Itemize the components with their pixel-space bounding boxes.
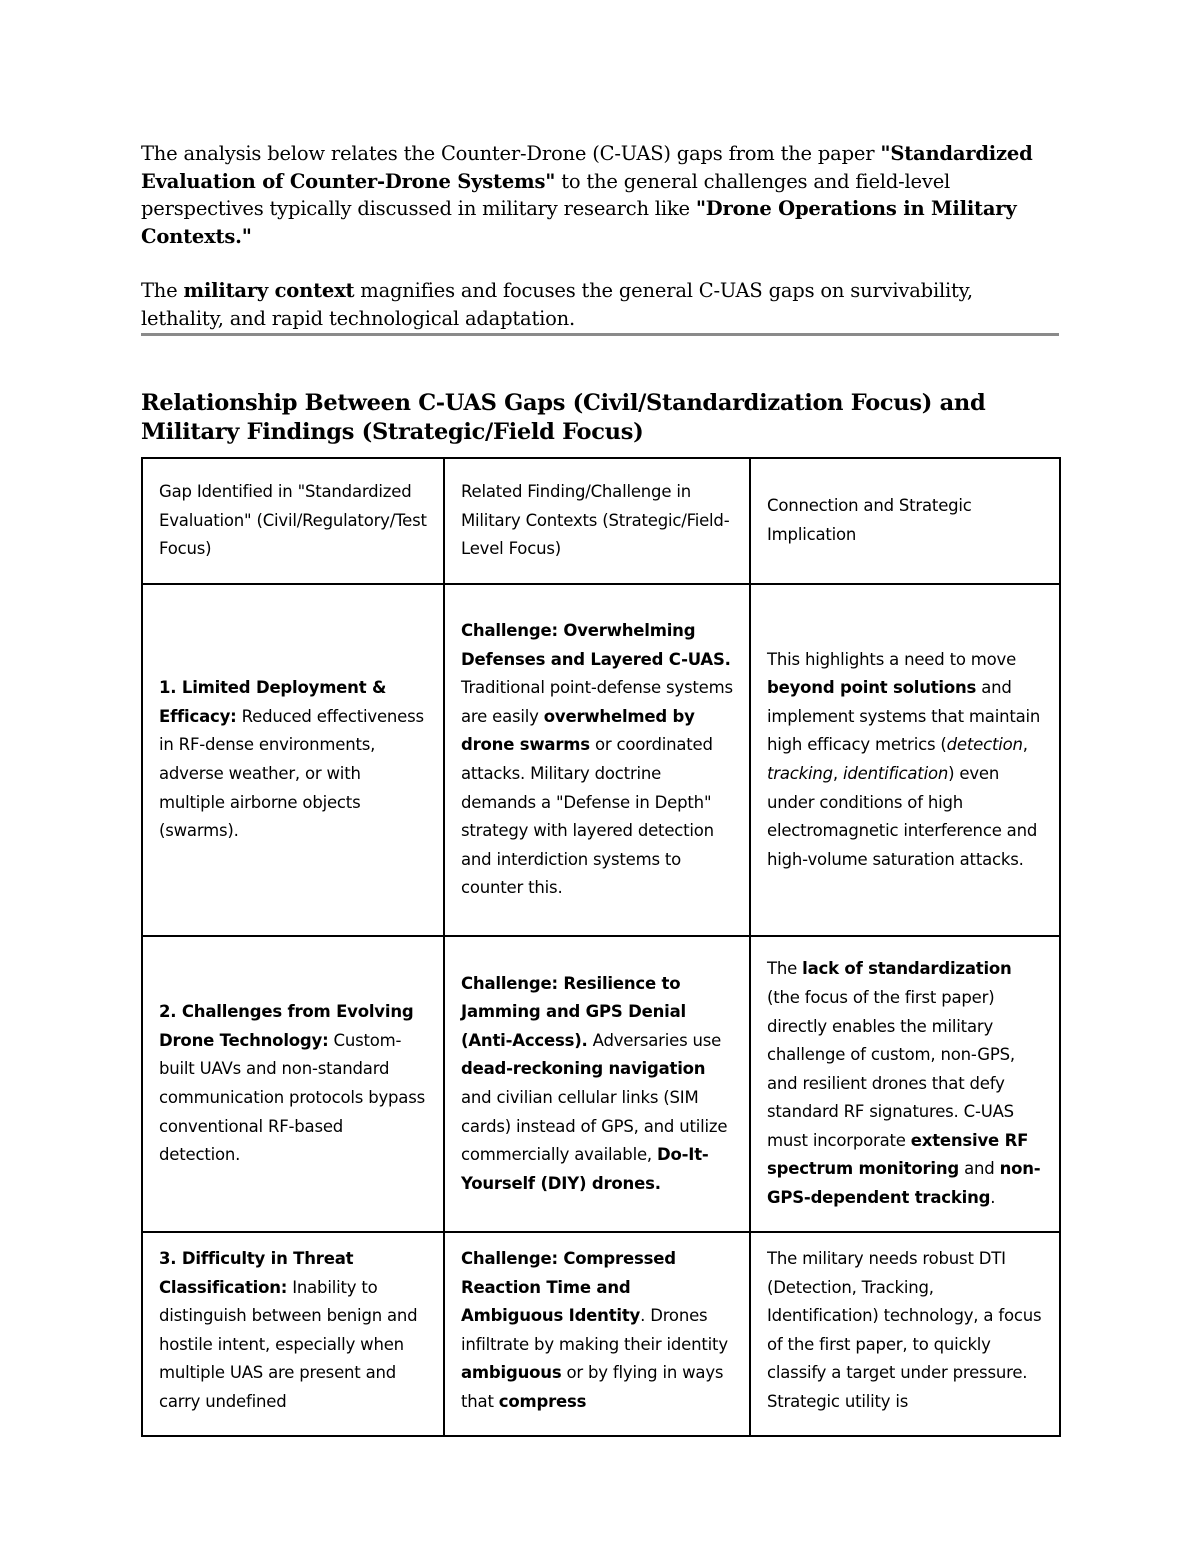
paper-title-standardized: "Standardized Evaluation of Counter-Drone Systems" [141, 142, 1033, 193]
gap-cell [142, 936, 444, 1232]
table-row [142, 936, 1060, 1232]
document-page [141, 140, 1059, 1437]
horizontal-rule [141, 333, 1059, 336]
gap-title: 1. Limited Deployment & Efficacy: [159, 678, 387, 726]
connection-text: and implement systems that maintain high efficacy metrics ( [767, 678, 1041, 755]
connection-cell [750, 584, 1060, 936]
finding-title: Challenge: Compressed Reaction Time and Ambiguous Identity [461, 1249, 676, 1326]
table-row [142, 584, 1060, 936]
finding-emphasis: compress [498, 1391, 587, 1411]
connection-cell [750, 1232, 1060, 1436]
finding-text: Adversaries use [587, 1030, 722, 1050]
finding-text: or coordinated attacks. Military doctrine demands a "Defense in Depth" strategy with layered detection and interdiction systems to counter this. [461, 735, 714, 898]
intro-text: The [141, 279, 184, 302]
paper-title-military: "Drone Operations in Military Contexts." [141, 197, 1017, 248]
connection-text: and [959, 1159, 1000, 1179]
connection-emphasis: extensive RF spectrum monitoring [767, 1130, 1029, 1179]
gap-cell [142, 1232, 444, 1436]
connection-emphasis: beyond point solutions [767, 678, 977, 698]
intro-paragraph-1 [141, 140, 1059, 250]
gap-title: 2. Challenges from Evolving Drone Technology: [159, 1002, 414, 1050]
connection-text: ) even under conditions of high electromagnetic interference and high-volume saturation attacks. [767, 764, 1038, 869]
section-heading: Relationship Between C-UAS Gaps (Civil/Standardization Focus) and Military Findings (Strategic/Field Focus) [141, 390, 986, 445]
connection-emphasis: lack of standardization [802, 959, 1012, 979]
table-row [142, 1232, 1060, 1436]
finding-emphasis: Do-It-Yourself (DIY) drones. [461, 1145, 709, 1193]
comparison-table [141, 457, 1061, 1437]
connection-text: . [990, 1188, 996, 1208]
finding-text: or by flying in ways that [461, 1363, 724, 1411]
header-connection: Connection and Strategic Implication [750, 458, 1060, 584]
connection-text: The military needs robust DTI (Detection, Tracking, Identification) technology, a focus of the first paper, to quickly classify a target under pressure. Strategic utility is [767, 1249, 1042, 1411]
finding-text: Traditional point-defense systems are easily [461, 678, 733, 726]
intro-text: to the general challenges and field-level perspectives typically discussed in military research like [141, 169, 951, 220]
connection-text: This highlights a need to move [767, 649, 1017, 669]
finding-cell [444, 1232, 750, 1436]
finding-text: and civilian cellular links (SIM cards) instead of GPS, and utilize commercially available, [461, 1088, 728, 1165]
table-header-row [142, 458, 1060, 584]
connection-cell [750, 936, 1060, 1232]
cell-content [159, 1245, 429, 1425]
gap-title: 3. Difficulty in Threat Classification: [159, 1249, 354, 1297]
gap-text: Inability to distinguish between benign and hostile intent, especially when multiple UAS are present and carry undefined [159, 1277, 418, 1411]
connection-text: (the focus of the first paper) directly enables the military challenge of custom, non-GPS, and resilient drones that defy standard RF signatures. C-UAS must incorporate [767, 987, 1015, 1150]
gap-cell [142, 584, 444, 936]
finding-title: Challenge: Overwhelming Defenses and Layered C-UAS. [461, 621, 731, 669]
cell-content [461, 1245, 735, 1425]
finding-cell [444, 584, 750, 936]
connection-italic: tracking [767, 764, 833, 783]
finding-title: Challenge: Resilience to Jamming and GPS Denial (Anti-Access). [461, 973, 686, 1050]
connection-text: , [832, 764, 844, 783]
intro-text: The analysis below relates the Counter-Drone (C-UAS) gaps from the paper [141, 142, 881, 165]
connection-text: , [1022, 735, 1028, 755]
intro-text: magnifies and focuses the general C-UAS gaps on survivability, lethality, and rapid technological adaptation. [141, 279, 973, 330]
connection-emphasis: non-GPS-dependent tracking [767, 1159, 1041, 1208]
connection-text: The [767, 959, 803, 979]
intro-paragraph-2 [141, 277, 1059, 332]
finding-cell [444, 936, 750, 1232]
connection-italic: detection [946, 735, 1023, 755]
military-context-emphasis: military context [183, 279, 355, 302]
cell-content [767, 1245, 1045, 1425]
gap-text: Custom-built UAVs and non-standard communication protocols bypass conventional RF-based detection. [159, 1030, 426, 1165]
finding-emphasis: ambiguous [461, 1363, 562, 1383]
finding-emphasis: overwhelmed by drone swarms [461, 706, 695, 755]
connection-italic: identification [843, 764, 949, 783]
header-finding: Related Finding/Challenge in Military Contexts (Strategic/Field-Level Focus) [444, 458, 750, 584]
finding-text: . Drones infiltrate by making their identity [461, 1306, 728, 1354]
finding-emphasis: dead-reckoning navigation [461, 1059, 706, 1079]
gap-text: Reduced effectiveness in RF-dense environments, adverse weather, or with multiple airborne objects (swarms). [159, 706, 424, 841]
header-gap: Gap Identified in "Standardized Evaluation" (Civil/Regulatory/Test Focus) [142, 458, 444, 584]
